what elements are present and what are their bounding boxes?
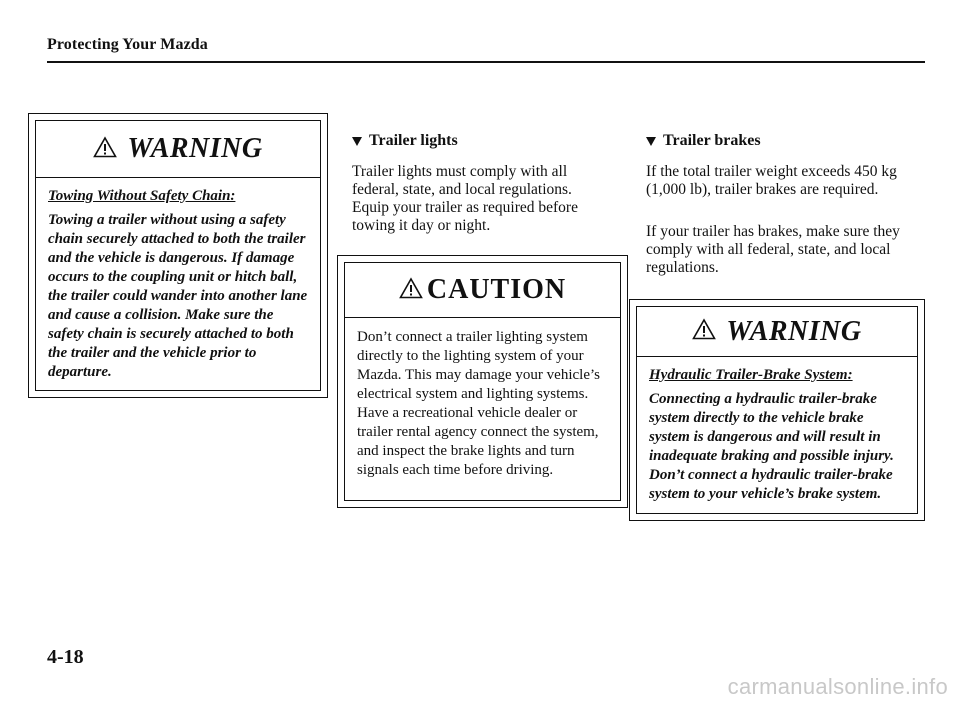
trailer-brakes-para-2: If your trailer has brakes, make sure they comply with all federal, state, and local regulations.: [646, 223, 900, 276]
warning-text: Towing a trailer without using a safety chain securely attached to both the trailer and the vehicle is dangerous. If damage occurs to the coupling unit or hitch ball, the trailer could wander into another lane and cause a collision. Make sure the safety chain is securely attached to both the trailer and the vehicle prior to departure.: [48, 212, 308, 380]
caution-triangle-icon: [399, 277, 423, 304]
warning-subheading: Towing Without Safety Chain:: [48, 188, 236, 204]
warning-triangle-icon: [692, 318, 716, 345]
caution-text: Don’t connect a trailer lighting system directly to the lighting system of your Mazda. This may damage your vehicle’s electrical system and lighting systems. Have a recreational vehicle dealer or trailer rental agency connect the system, and inspect the brake lights and turn signals each time before driving.: [357, 329, 600, 478]
caution-box-inner: [344, 262, 621, 501]
warning-title-bar: [36, 121, 320, 178]
site-watermark: carmanualsonline.info: [727, 674, 948, 699]
caution-title-bar: [345, 263, 620, 318]
warning-box-left: [28, 113, 328, 398]
warning-triangle-icon: [93, 136, 117, 163]
caution-box: [337, 255, 628, 508]
warning-text-right: Connecting a hydraulic trailer-brake system directly to the vehicle brake system is dangerous and will result in inadequate braking and possible injury. Don’t connect a hydraulic trailer-brake system to your vehicle’s brake system.: [649, 391, 894, 502]
caution-title: CAUTION: [426, 274, 567, 305]
trailer-brakes-heading-text: Trailer brakes: [663, 132, 761, 149]
warning-box-right-inner: [636, 306, 918, 514]
warning-title-right: WARNING: [726, 315, 862, 347]
down-triangle-icon: [646, 137, 656, 146]
warning-subheading-right: Hydraulic Trailer-Brake System:: [649, 367, 853, 383]
trailer-brakes-para-1: If the total trailer weight exceeds 450 kg (1,000 lb), trailer brakes are required.: [646, 163, 897, 198]
down-triangle-icon: [352, 137, 362, 146]
warning-title-bar-right: [637, 307, 917, 357]
page-header-title: Protecting Your Mazda: [47, 36, 208, 53]
warning-box-left-inner: [35, 120, 321, 391]
warning-title: WARNING: [127, 133, 263, 164]
trailer-lights-heading-text: Trailer lights: [369, 132, 458, 149]
header-rule: [47, 61, 925, 63]
trailer-lights-heading: [352, 132, 458, 150]
trailer-lights-text: Trailer lights must comply with all federal, state, and local regulations. Equip your trailer as required before towing it day or night.: [352, 163, 578, 234]
trailer-brakes-heading: [646, 132, 761, 150]
page-number: 4-18: [47, 646, 84, 668]
warning-box-right: [629, 299, 925, 521]
